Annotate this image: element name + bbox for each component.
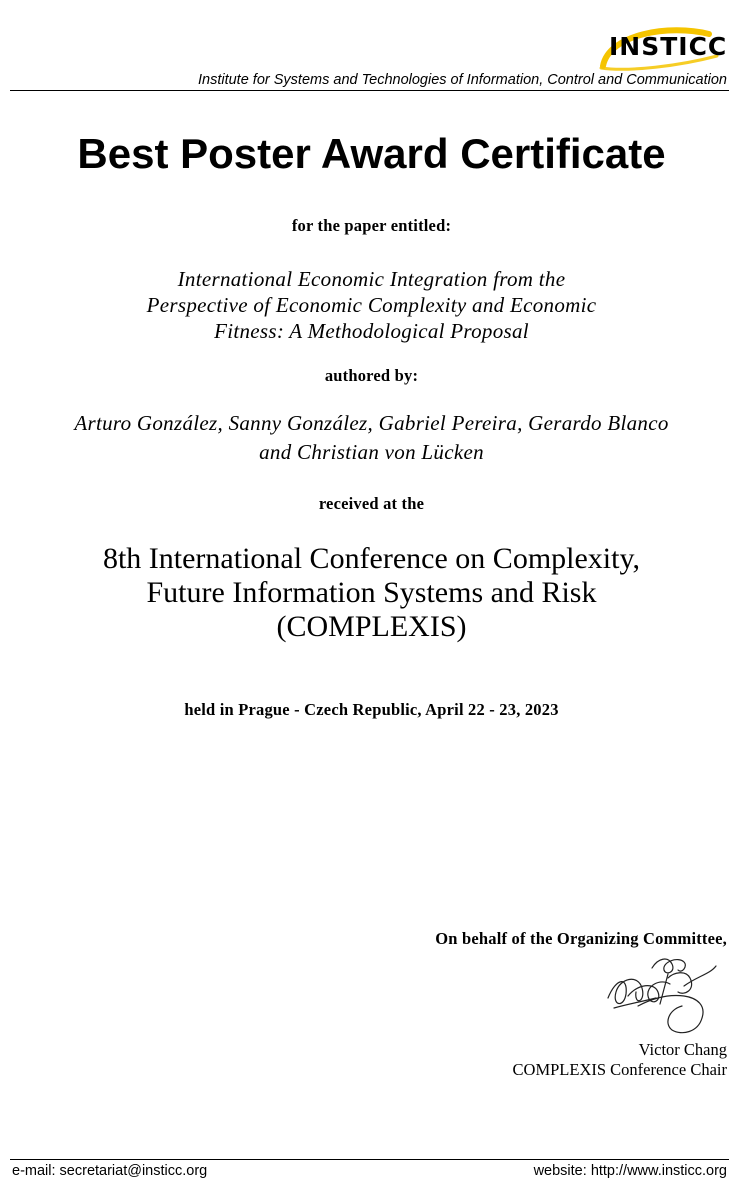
received-label: received at the	[318, 494, 425, 513]
logo-wordmark: INSTICC	[609, 32, 728, 61]
signer-block	[513, 1040, 727, 1080]
footer-website	[534, 1163, 727, 1179]
signer-role: COMPLEXIS Conference Chair	[512, 1060, 727, 1079]
paper-title-line: International Economic Integration from the	[177, 267, 566, 291]
authors	[0, 409, 743, 467]
insticc-logo	[599, 26, 729, 74]
paper-intro: for the paper entitled:	[291, 216, 452, 235]
conference-line: 8th International Conference on Complexity,	[102, 542, 641, 575]
conference-line: (COMPLEXIS)	[276, 610, 467, 643]
email-link[interactable]: secretariat@insticc.org	[59, 1163, 208, 1179]
authored-label: authored by:	[324, 366, 419, 385]
website-label: website:	[533, 1163, 587, 1179]
paper-title	[0, 266, 743, 344]
signature-image	[598, 948, 723, 1040]
footer-divider	[10, 1159, 729, 1160]
paper-title-line: Perspective of Economic Complexity and Economic	[146, 293, 597, 317]
paper-title-line: Fitness: A Methodological Proposal	[214, 319, 529, 343]
email-label: e-mail:	[12, 1163, 56, 1179]
institute-name: Institute for Systems and Technologies of Information, Control and Communication	[198, 72, 727, 88]
conference-line: Future Information Systems and Risk	[146, 576, 597, 609]
conference-name	[0, 542, 743, 644]
website-link[interactable]: http://www.insticc.org	[590, 1163, 727, 1179]
on-behalf-text: On behalf of the Organizing Committee,	[435, 929, 727, 948]
footer-email	[12, 1163, 207, 1179]
signer-name: Victor Chang	[638, 1040, 727, 1059]
event-location-date: held in Prague - Czech Republic, April 22 - 23, 2023	[184, 700, 559, 719]
certificate-title: Best Poster Award Certificate	[77, 130, 666, 177]
header-divider	[10, 90, 729, 91]
authors-line: and Christian von Lücken	[259, 440, 484, 464]
authors-line: Arturo González, Sanny González, Gabriel Pereira, Gerardo Blanco	[74, 411, 669, 435]
